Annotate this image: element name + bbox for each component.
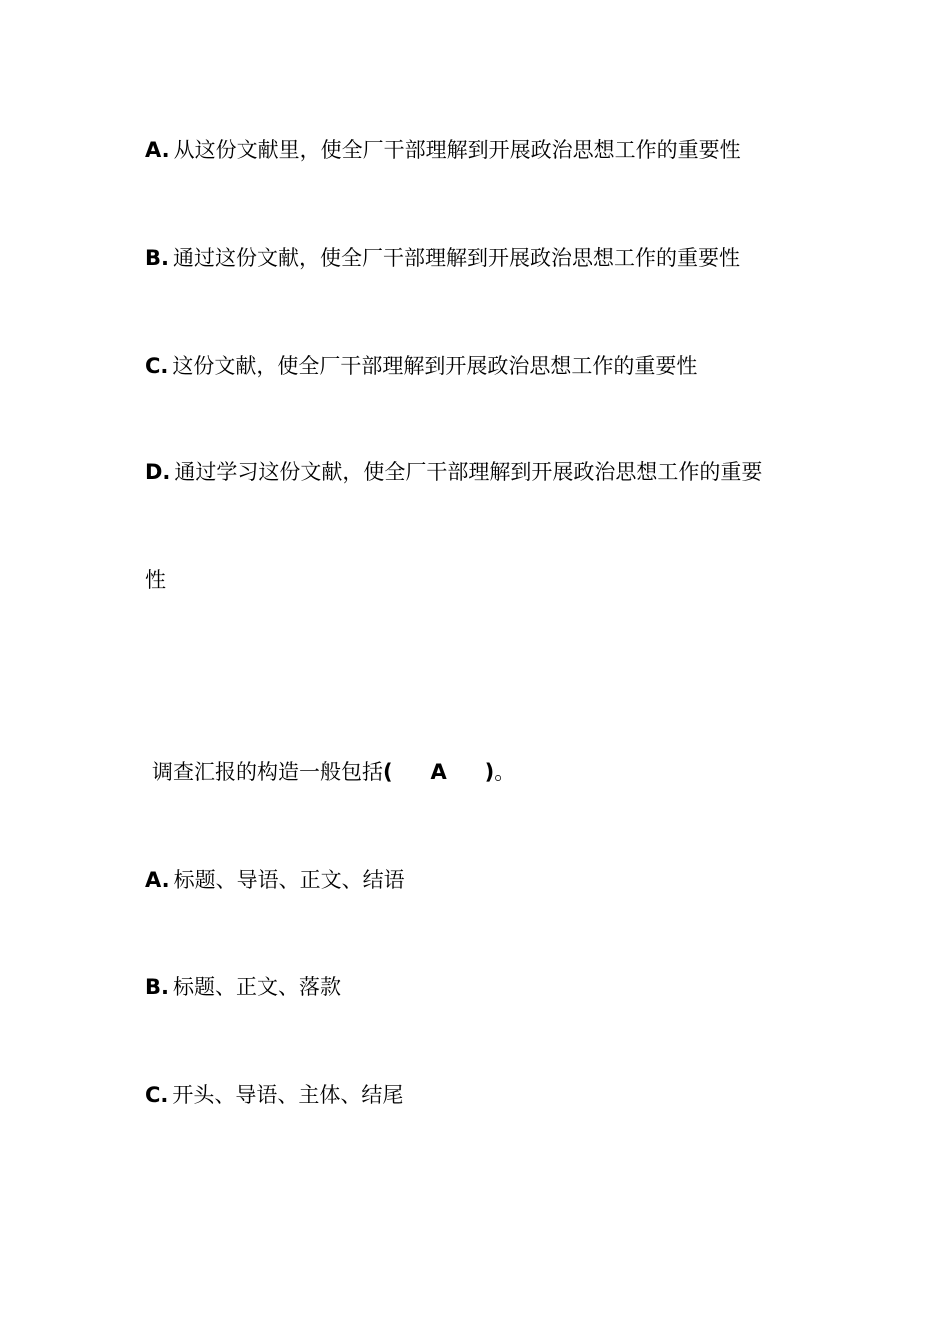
option-text-continuation: 性 [145,568,166,592]
end-punctuation: 。 [494,760,516,784]
option-text: 标题、导语、正文、结语 [173,868,405,892]
option-letter: A. [145,138,170,162]
option-text: 这份文献，使全厂干部理解到开展政治思想工作的重要性 [172,354,698,378]
option-text: 开头、导语、主体、结尾 [172,1083,404,1107]
option-letter: C. [145,1083,169,1107]
close-paren: ) [484,760,495,784]
option-text: 通过学习这份文献，使全厂干部理解到开展政治思想工作的重要 [174,460,763,484]
q1-option-c [145,351,697,381]
option-text: 标题、正文、落款 [172,975,341,999]
q1-option-d-continuation [145,565,166,595]
q1-option-b [145,243,740,273]
option-letter: B. [145,246,169,270]
open-paren: ( [383,760,393,784]
q1-option-d [145,457,762,487]
option-text: 从这份文献里，使全厂干部理解到开展政治思想工作的重要性 [173,138,741,162]
option-letter: B. [145,975,169,999]
q2-option-a [145,865,405,895]
q1-option-a [145,135,741,165]
question-text: 调查汇报的构造一般包括 [152,760,383,784]
option-letter: D. [145,460,171,484]
option-letter: C. [145,354,169,378]
option-letter: A. [145,868,170,892]
q2-option-c [145,1080,403,1110]
option-text: 通过这份文献，使全厂干部理解到开展政治思想工作的重要性 [172,246,740,270]
q2-option-b [145,972,341,1002]
q2-stem [152,757,515,787]
answer-value: A [430,760,447,784]
